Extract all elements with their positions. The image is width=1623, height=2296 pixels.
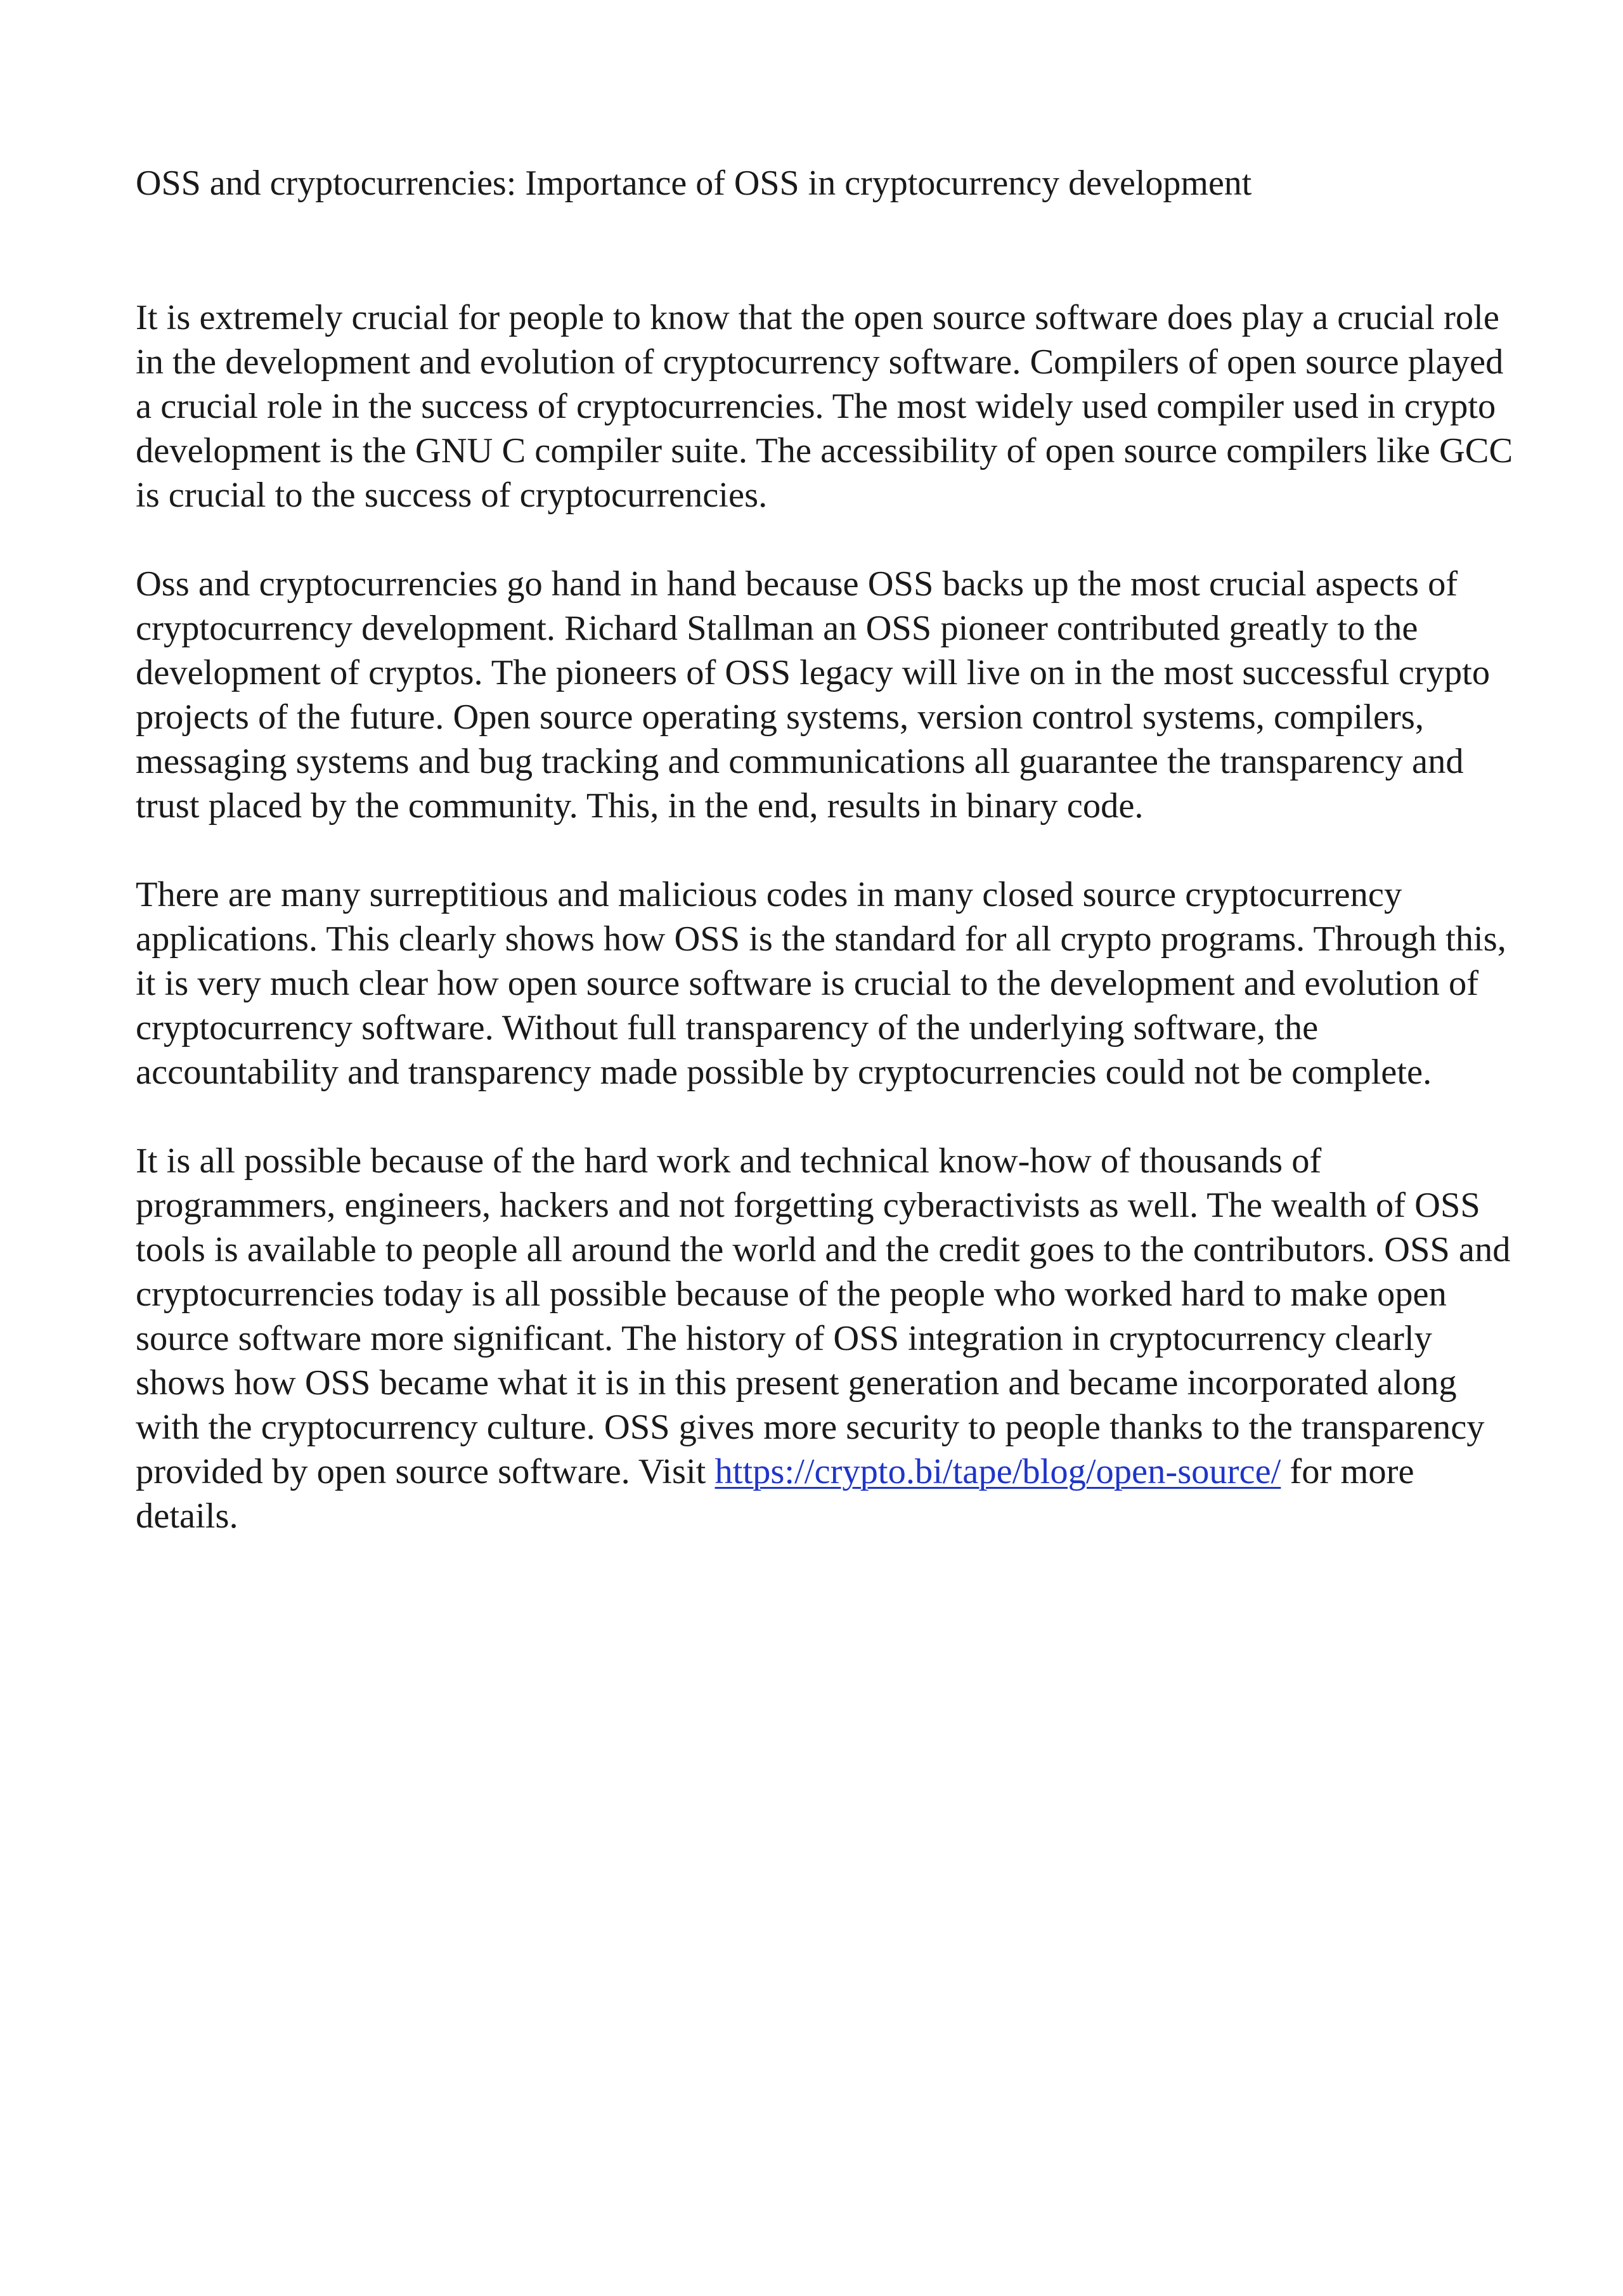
closing-prefix: Visit xyxy=(638,1452,715,1491)
paragraph-1: It is extremely crucial for people to know that the open source software does play a crucial role in the development and evolution of cryptocurrency software. Compilers of open source played a crucial role in the success of cryptocurrencies. The most widely used compiler used in crypto development is the GNU C compiler suite. The accessibility of open source compilers like GCC is crucial to the success of cryptocurrencies. xyxy=(136,298,1513,515)
paragraph-2: Oss and cryptocurrencies go hand in hand because OSS backs up the most crucial aspects of cryptocurrency development. Richard Stallman an OSS pioneer contributed greatly to the development of cryptos. The pioneers of OSS legacy will live on in the most successful crypto projects of the future. Open source operating systems, version control systems, compilers, messaging systems and bug tracking and communications all guarantee the transparency and trust placed by the community. This, in the end, results in binary code. xyxy=(136,564,1490,826)
closing-suffix: for more details. xyxy=(136,1452,1423,1536)
document-title: OSS and cryptocurrencies: Importance of OSS in cryptocurrency development xyxy=(136,164,1252,203)
source-link[interactable]: https://crypto.bi/tape/blog/open-source/ xyxy=(715,1452,1281,1491)
document-body xyxy=(136,295,1518,1583)
paragraph-4 xyxy=(136,1139,1518,1538)
paragraph-3: There are many surreptitious and malicious codes in many closed source cryptocurrency applications. This clearly shows how OSS is the standard for all crypto programs. Through this, it is very much clear how open source software is crucial to the development and evolution of cryptocurrency software. Without full transparency of the underlying software, the accountability and transparency made possible by cryptocurrencies could not be complete. xyxy=(136,875,1506,1092)
paragraph-4-text: It is all possible because of the hard work and technical know-how of thousands of programmers, engineers, hackers and not forgetting cyberactivists as well. The wealth of OSS tools is available to people all around the world and the credit goes to the contributors. OSS and cryptocurrencies today is all possible because of the people who worked hard to make open source software more significant. The history of OSS integration in cryptocurrency clearly shows how OSS became what it is in this present generation and became incorporated along with the cryptocurrency culture. OSS gives more security to people thanks to the transparency provided by open source software. xyxy=(136,1141,1511,1491)
